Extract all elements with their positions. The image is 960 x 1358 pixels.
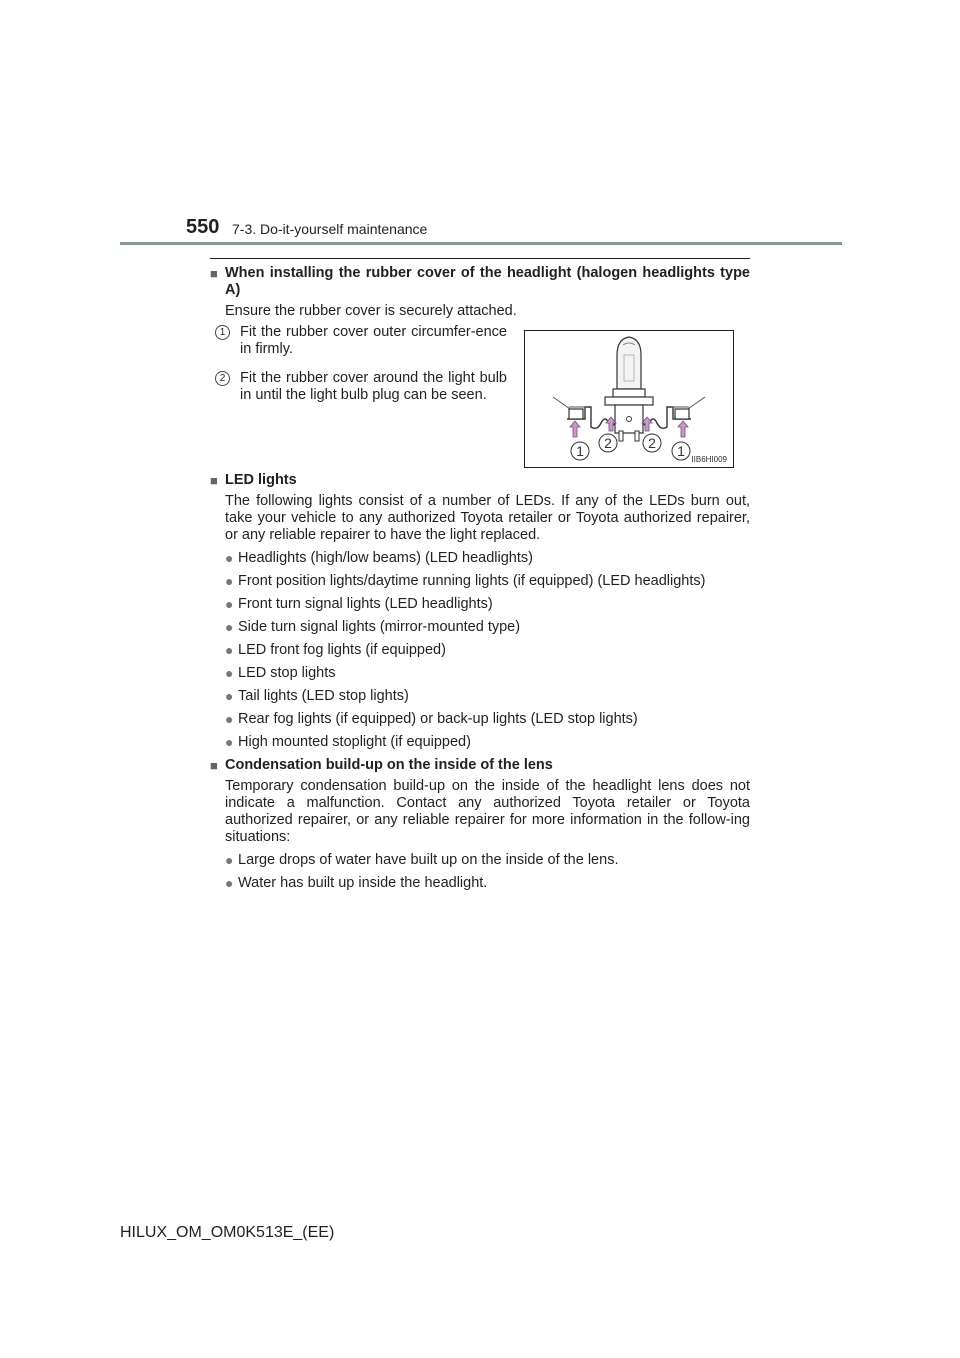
- list-item: ● Front position lights/daytime running lights (if equipped) (LED headlights): [225, 573, 706, 589]
- square-bullet-icon: ■: [210, 758, 218, 773]
- topic-title: LED lights: [225, 472, 297, 488]
- step-list: [210, 324, 507, 468]
- list-item: ● Headlights (high/low beams) (LED headlights): [225, 550, 533, 566]
- page-content: [210, 258, 750, 898]
- step-number-badge: 1: [215, 325, 230, 340]
- bullet-dot-icon: ●: [225, 852, 234, 868]
- topic-intro: Ensure the rubber cover is securely attached.: [225, 303, 517, 319]
- list-item: ● Large drops of water have built up on the inside of the lens.: [225, 852, 619, 868]
- list-item: ● Water has built up inside the headlight.: [225, 875, 488, 891]
- bulb-illustration: [525, 331, 733, 467]
- topic-title: When installing the rubber cover of the headlight (halogen headlights type A): [225, 265, 750, 298]
- topic-title: Condensation build-up on the inside of the lens: [225, 757, 553, 773]
- topic-text: The following lights consist of a number of LEDs. If any of the LEDs burn out, take your vehicle to any authorized Toyota retailer or Toyota authorized repairer, or any reliable repairer to have the light replaced.: [225, 493, 750, 543]
- list-item: ● High mounted stoplight (if equipped): [225, 734, 471, 750]
- list-item: ● LED front fog lights (if equipped): [225, 642, 446, 658]
- bullet-dot-icon: ●: [225, 665, 234, 681]
- callout-label: 1: [677, 443, 685, 459]
- list-item: ● Rear fog lights (if equipped) or back-up lights (LED stop lights): [225, 711, 638, 727]
- step-text: Fit the rubber cover outer circumfer-ence in firmly.: [240, 324, 507, 357]
- bullet-dot-icon: ●: [225, 711, 234, 727]
- topic-condensation: [210, 757, 750, 892]
- step-number-badge: 2: [215, 371, 230, 386]
- list-item: ● Front turn signal lights (LED headlights): [225, 596, 493, 612]
- square-bullet-icon: ■: [210, 473, 218, 488]
- step-text: Fit the rubber cover around the light bulb in until the light bulb plug can be seen.: [240, 370, 507, 403]
- callout-label: 1: [576, 443, 584, 459]
- bullet-dot-icon: ●: [225, 734, 234, 750]
- step-item: [215, 370, 507, 404]
- headlight-bulb-figure: [524, 330, 734, 468]
- bullet-dot-icon: ●: [225, 619, 234, 635]
- topic-led-lights: [210, 472, 750, 751]
- section-title: 7-3. Do-it-yourself maintenance: [232, 221, 428, 237]
- topic-text: Temporary condensation build-up on the inside of the headlight lens does not indicate a malfunction. Contact any authorized Toyota retailer or Toyota authorized repairer, or any reliable repairer for more information in the follow-ing situations:: [225, 778, 750, 845]
- bullet-dot-icon: ●: [225, 642, 234, 658]
- condensation-list: [210, 852, 750, 892]
- bullet-dot-icon: ●: [225, 573, 234, 589]
- header-rule: [120, 242, 842, 245]
- led-light-list: [210, 550, 750, 751]
- bullet-dot-icon: ●: [225, 550, 234, 566]
- topic-rubber-cover: [210, 265, 750, 468]
- list-item: ● Side turn signal lights (mirror-mounted type): [225, 619, 521, 635]
- callout-label: 2: [648, 435, 656, 451]
- bullet-dot-icon: ●: [225, 596, 234, 612]
- document-code: HILUX_OM_OM0K513E_(EE): [120, 1224, 335, 1241]
- list-item: ● LED stop lights: [225, 665, 336, 681]
- bullet-dot-icon: ●: [225, 875, 234, 891]
- figure-code: IIB6HI009: [691, 455, 727, 464]
- bullet-dot-icon: ●: [225, 688, 234, 704]
- square-bullet-icon: ■: [210, 266, 218, 281]
- page-number: 550: [186, 216, 220, 238]
- list-item: ● Tail lights (LED stop lights): [225, 688, 409, 704]
- step-item: [215, 324, 507, 358]
- callout-label: 2: [604, 435, 612, 451]
